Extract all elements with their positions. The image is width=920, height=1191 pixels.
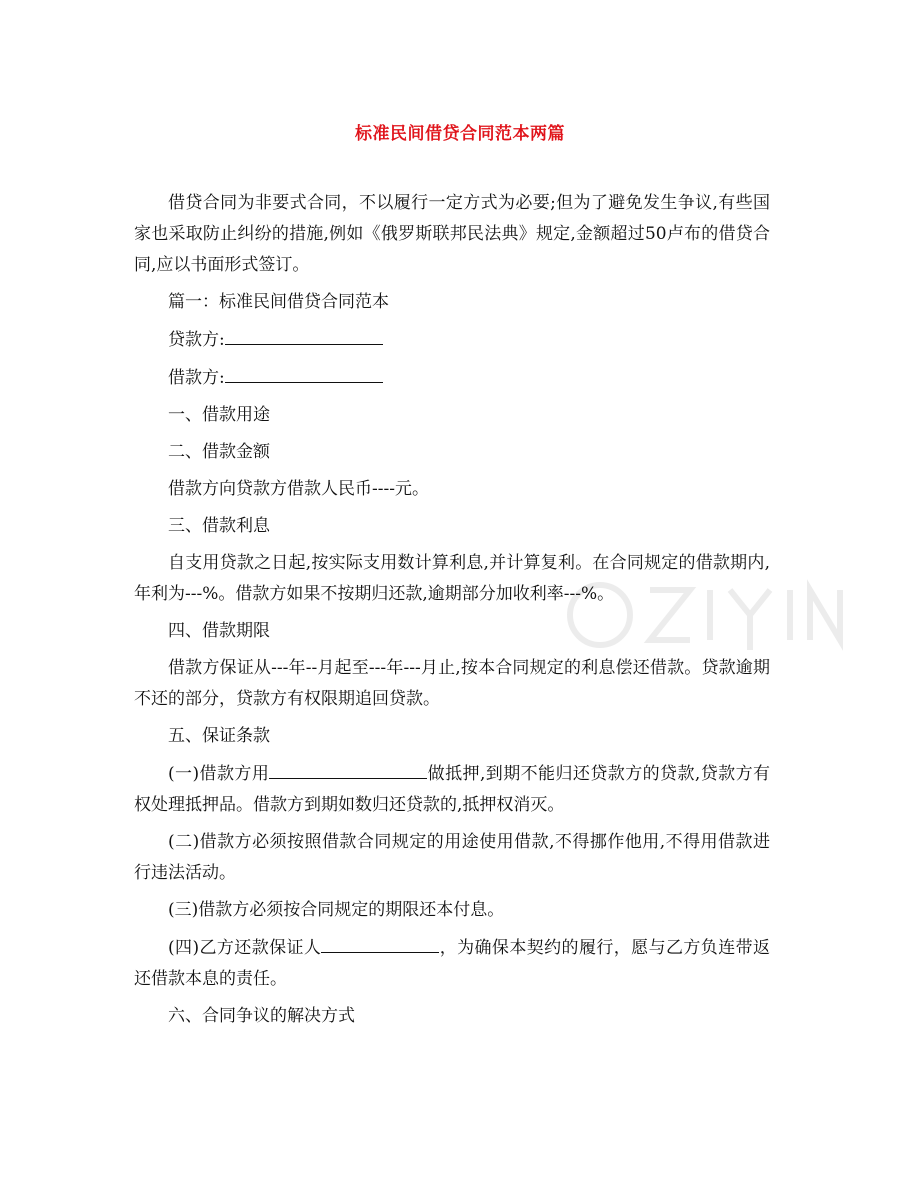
section-heading-3: 三、借款利息	[168, 516, 270, 536]
clause-5-3: (三)借款方必须按合同规定的期限还本付息。	[168, 900, 505, 920]
document-title: 标准民间借贷合同范本两篇	[355, 124, 565, 144]
lender-label: 贷款方:	[168, 330, 225, 350]
clause-5-1-post: 做抵押,到期不能归还贷款方的贷款,贷款方有权处理抵押品。借款方到期如数归还贷款的,抵押权消灭。	[134, 764, 770, 815]
lender-line	[134, 324, 770, 356]
document-body	[134, 188, 770, 1038]
clause-5-1-pre: (一)借款方用	[168, 764, 270, 784]
section-3-text: 自支用贷款之日起,按实际支用数计算利息,并计算复利。在合同规定的借款期内,年利为---%。借款方如果不按期归还款,逾期部分加收利率---%。	[134, 553, 770, 604]
borrower-label: 借款方:	[168, 368, 225, 388]
section-4-text: 借款方保证从---年--月起至---年---月止,按本合同规定的利息偿还借款。贷款逾期不还的部分，贷款方有权限期追回贷款。	[134, 658, 770, 709]
clause-5-4-pre: (四)乙方还款保证人	[168, 938, 322, 958]
lender-blank	[225, 324, 383, 345]
section-heading-2: 二、借款金额	[168, 442, 270, 462]
clause-5-4	[134, 932, 770, 995]
section-2-text: 借款方向贷款方借款人民币----元。	[168, 479, 429, 499]
borrower-line	[134, 362, 770, 394]
section-heading-5: 五、保证条款	[168, 726, 270, 746]
section-heading-1: 一、借款用途	[168, 405, 270, 425]
guarantor-blank	[321, 932, 439, 953]
clause-5-1	[134, 758, 770, 821]
clause-5-4-post: ，为确保本契约的履行，愿与乙方负连带返还借款本息的责任。	[134, 938, 770, 989]
borrower-blank	[225, 362, 383, 383]
collateral-blank	[269, 758, 427, 779]
clause-5-2: (二)借款方必须按照借款合同规定的用途使用借款,不得挪作他用,不得用借款进行违法活动。	[134, 832, 770, 883]
section-heading-6: 六、合同争议的解决方式	[168, 1006, 355, 1026]
section-heading-4: 四、借款期限	[168, 621, 270, 641]
intro-paragraph: 借贷合同为非要式合同，不以履行一定方式为必要;但为了避免发生争议,有些国家也采取防止纠纷的措施,例如《俄罗斯联邦民法典》规定,金额超过50卢布的借贷合同,应以书面形式签订。	[134, 193, 770, 275]
part1-heading: 篇一：标准民间借贷合同范本	[168, 292, 389, 312]
